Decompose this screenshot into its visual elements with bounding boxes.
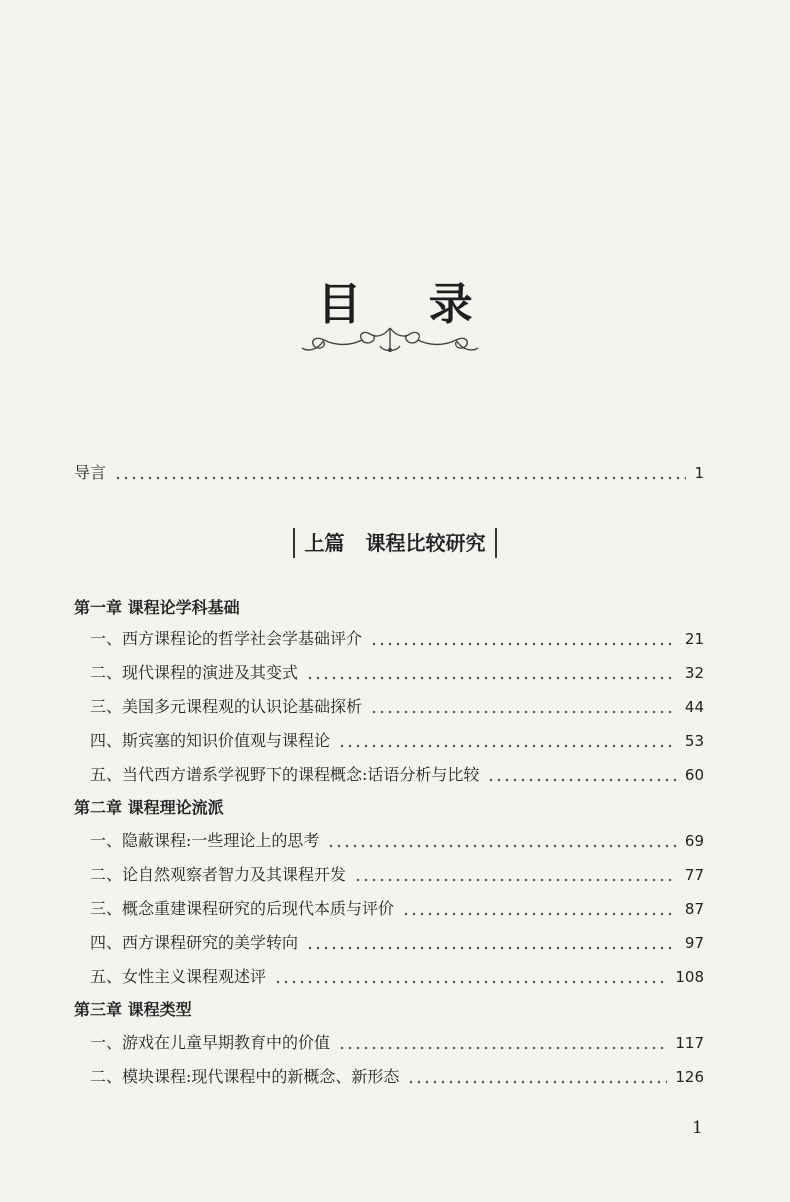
toc-entry-page: 44 [684,698,704,716]
toc-entry[interactable] [90,1028,704,1058]
toc-entry-page: 108 [675,968,704,986]
page-title: 目 录 [317,279,499,330]
toc-entry-page: 53 [684,732,704,750]
toc-entry[interactable] [90,624,704,654]
toc-entry-page: 117 [675,1034,704,1052]
dot-leader [327,838,677,848]
toc-entry[interactable] [90,826,704,856]
toc-entry[interactable] [90,962,704,992]
toc-entry-label: 一、游戏在儿童早期教育中的价值 [90,1033,331,1052]
dot-leader [370,704,677,714]
page-number: 1 [692,1118,703,1138]
toc-entry-label: 五、当代西方谱系学视野下的课程概念:话语分析与比较 [90,765,480,784]
dot-leader [306,670,677,680]
dot-leader [114,470,686,480]
dot-leader [487,772,677,782]
toc-entry-label: 二、现代课程的演进及其变式 [90,663,299,682]
chapter-heading: 第二章 课程理论流派 [74,798,224,817]
toc-entry[interactable] [90,658,704,688]
toc-entry[interactable] [90,928,704,958]
toc-entry-label: 三、美国多元课程观的认识论基础探析 [90,697,363,716]
toc-entry-label: 导言 [74,463,107,482]
toc-entry-label: 一、隐蔽课程:一些理论上的思考 [90,831,320,850]
part-heading [0,528,790,558]
toc-entry-label: 二、模块课程:现代课程中的新概念、新形态 [90,1067,400,1086]
part-heading-label: 上篇 课程比较研究 [293,528,498,558]
dot-leader [370,636,677,646]
toc-entry-label: 四、斯宾塞的知识价值观与课程论 [90,731,331,750]
chapter-heading: 第一章 课程论学科基础 [74,598,240,617]
dot-leader [306,940,677,950]
toc-entry-intro[interactable] [74,458,704,488]
dot-leader [338,738,677,748]
toc-entry-label: 五、女性主义课程观述评 [90,967,267,986]
toc-entry-label: 一、西方课程论的哲学社会学基础评介 [90,629,363,648]
toc-entry-page: 60 [684,766,704,784]
toc-entry-page: 1 [694,464,704,482]
toc-entry[interactable] [90,760,704,790]
toc-entry-page: 97 [684,934,704,952]
dot-leader [407,1074,667,1084]
toc-entry[interactable] [90,894,704,924]
toc-entry-page: 21 [684,630,704,648]
toc-entry-page: 87 [684,900,704,918]
toc-entry[interactable] [90,1062,704,1092]
toc-entry-label: 二、论自然观察者智力及其课程开发 [90,865,347,884]
toc-entry[interactable] [90,692,704,722]
dot-leader [402,906,677,916]
toc-entry-label: 三、概念重建课程研究的后现代本质与评价 [90,899,395,918]
toc-entry-page: 32 [684,664,704,682]
dot-leader [274,974,667,984]
toc-entry-page: 126 [675,1068,704,1086]
toc-entry-page: 77 [684,866,704,884]
toc-entry-page: 69 [684,832,704,850]
dot-leader [338,1040,667,1050]
chapter-heading: 第三章 课程类型 [74,1000,192,1019]
toc-entry-label: 四、西方课程研究的美学转向 [90,933,299,952]
toc-entry[interactable] [90,860,704,890]
dot-leader [354,872,677,882]
title-ornament-icon [300,322,480,358]
toc-entry[interactable] [90,726,704,756]
